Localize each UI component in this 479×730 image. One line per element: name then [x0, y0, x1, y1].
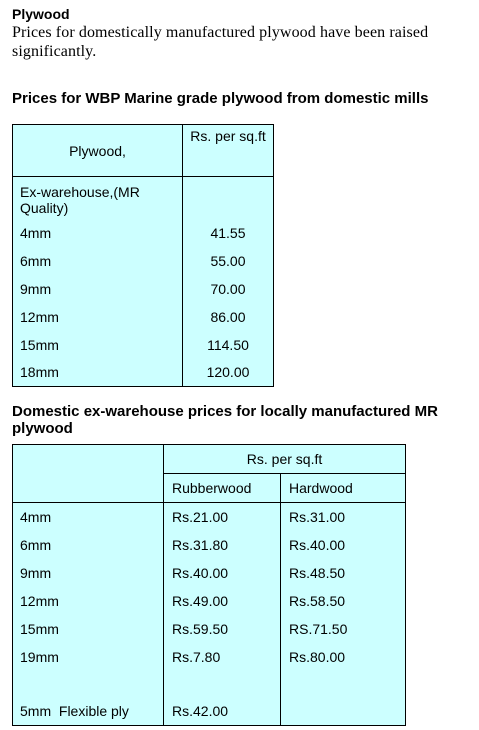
table1-title: Prices for WBP Marine grade plywood from domestic mills — [12, 90, 429, 107]
price-cell: 114.50 — [183, 331, 274, 359]
table-row — [13, 331, 274, 359]
hardwood-cell: Rs.40.00 — [281, 531, 406, 559]
table-row — [13, 698, 406, 726]
spacer-cell — [164, 671, 281, 698]
size-cell: 4mm — [13, 219, 183, 247]
table-row — [13, 559, 406, 587]
table-row — [13, 643, 406, 671]
size-cell: 12mm — [13, 303, 183, 331]
price-cell: 41.55 — [183, 219, 274, 247]
size-cell: 4mm — [13, 503, 164, 531]
table-row — [13, 503, 406, 531]
size-cell: 19mm — [13, 643, 164, 671]
table2-header-price: Rs. per sq.ft — [164, 445, 406, 474]
table2-header-hardwood: Hardwood — [281, 474, 406, 503]
table-row — [13, 359, 274, 387]
table-row — [13, 587, 406, 615]
rubberwood-cell: Rs.49.00 — [164, 587, 281, 615]
price-cell: 55.00 — [183, 247, 274, 275]
table-row — [13, 247, 274, 275]
size-cell: 6mm — [13, 531, 164, 559]
size-cell: 18mm — [13, 359, 183, 387]
table1-header-row — [13, 125, 274, 177]
table2-title: Domestic ex-warehouse prices for locally manufactured MR plywood — [12, 403, 438, 437]
table1-header-price: Rs. per sq.ft — [183, 125, 274, 177]
hardwood-cell: Rs.80.00 — [281, 643, 406, 671]
price-cell: 86.00 — [183, 303, 274, 331]
table1-first-row-label: Ex-warehouse,(MR Quality) — [13, 177, 183, 219]
rubberwood-cell: Rs.21.00 — [164, 503, 281, 531]
spacer-cell — [13, 671, 164, 698]
document-page — [12, 6, 472, 720]
price-cell: 70.00 — [183, 275, 274, 303]
table-row — [13, 303, 274, 331]
size-cell: 5mm Flexible ply — [13, 698, 164, 726]
table2-header-row — [13, 445, 406, 474]
table1-header-plywood: Plywood, — [13, 125, 183, 177]
table-row — [13, 275, 274, 303]
rubberwood-cell: Rs.31.80 — [164, 531, 281, 559]
wbp-marine-price-table — [12, 124, 274, 387]
table-row — [13, 531, 406, 559]
table2-header-empty — [13, 445, 164, 503]
hardwood-cell: Rs.58.50 — [281, 587, 406, 615]
size-cell: 15mm — [13, 331, 183, 359]
table-row — [13, 219, 274, 247]
size-cell: 9mm — [13, 559, 164, 587]
intro-paragraph: Prices for domestically manufactured plywood have been raised significantly. — [12, 24, 429, 60]
table-row — [13, 177, 274, 219]
hardwood-cell: Rs.48.50 — [281, 559, 406, 587]
hardwood-cell: Rs.31.00 — [281, 503, 406, 531]
size-cell: 15mm — [13, 615, 164, 643]
table-row — [13, 615, 406, 643]
table1-first-row-empty — [183, 177, 274, 219]
size-cell: 6mm — [13, 247, 183, 275]
section-heading: Plywood — [12, 6, 70, 22]
rubberwood-cell: Rs.59.50 — [164, 615, 281, 643]
hardwood-cell — [281, 698, 406, 726]
mr-plywood-price-table — [12, 444, 406, 726]
rubberwood-cell: Rs.40.00 — [164, 559, 281, 587]
spacer-cell — [281, 671, 406, 698]
hardwood-cell: RS.71.50 — [281, 615, 406, 643]
size-cell: 9mm — [13, 275, 183, 303]
table-row-spacer — [13, 671, 406, 698]
price-cell: 120.00 — [183, 359, 274, 387]
rubberwood-cell: Rs.7.80 — [164, 643, 281, 671]
size-cell: 12mm — [13, 587, 164, 615]
table2-header-rubberwood: Rubberwood — [164, 474, 281, 503]
rubberwood-cell: Rs.42.00 — [164, 698, 281, 726]
